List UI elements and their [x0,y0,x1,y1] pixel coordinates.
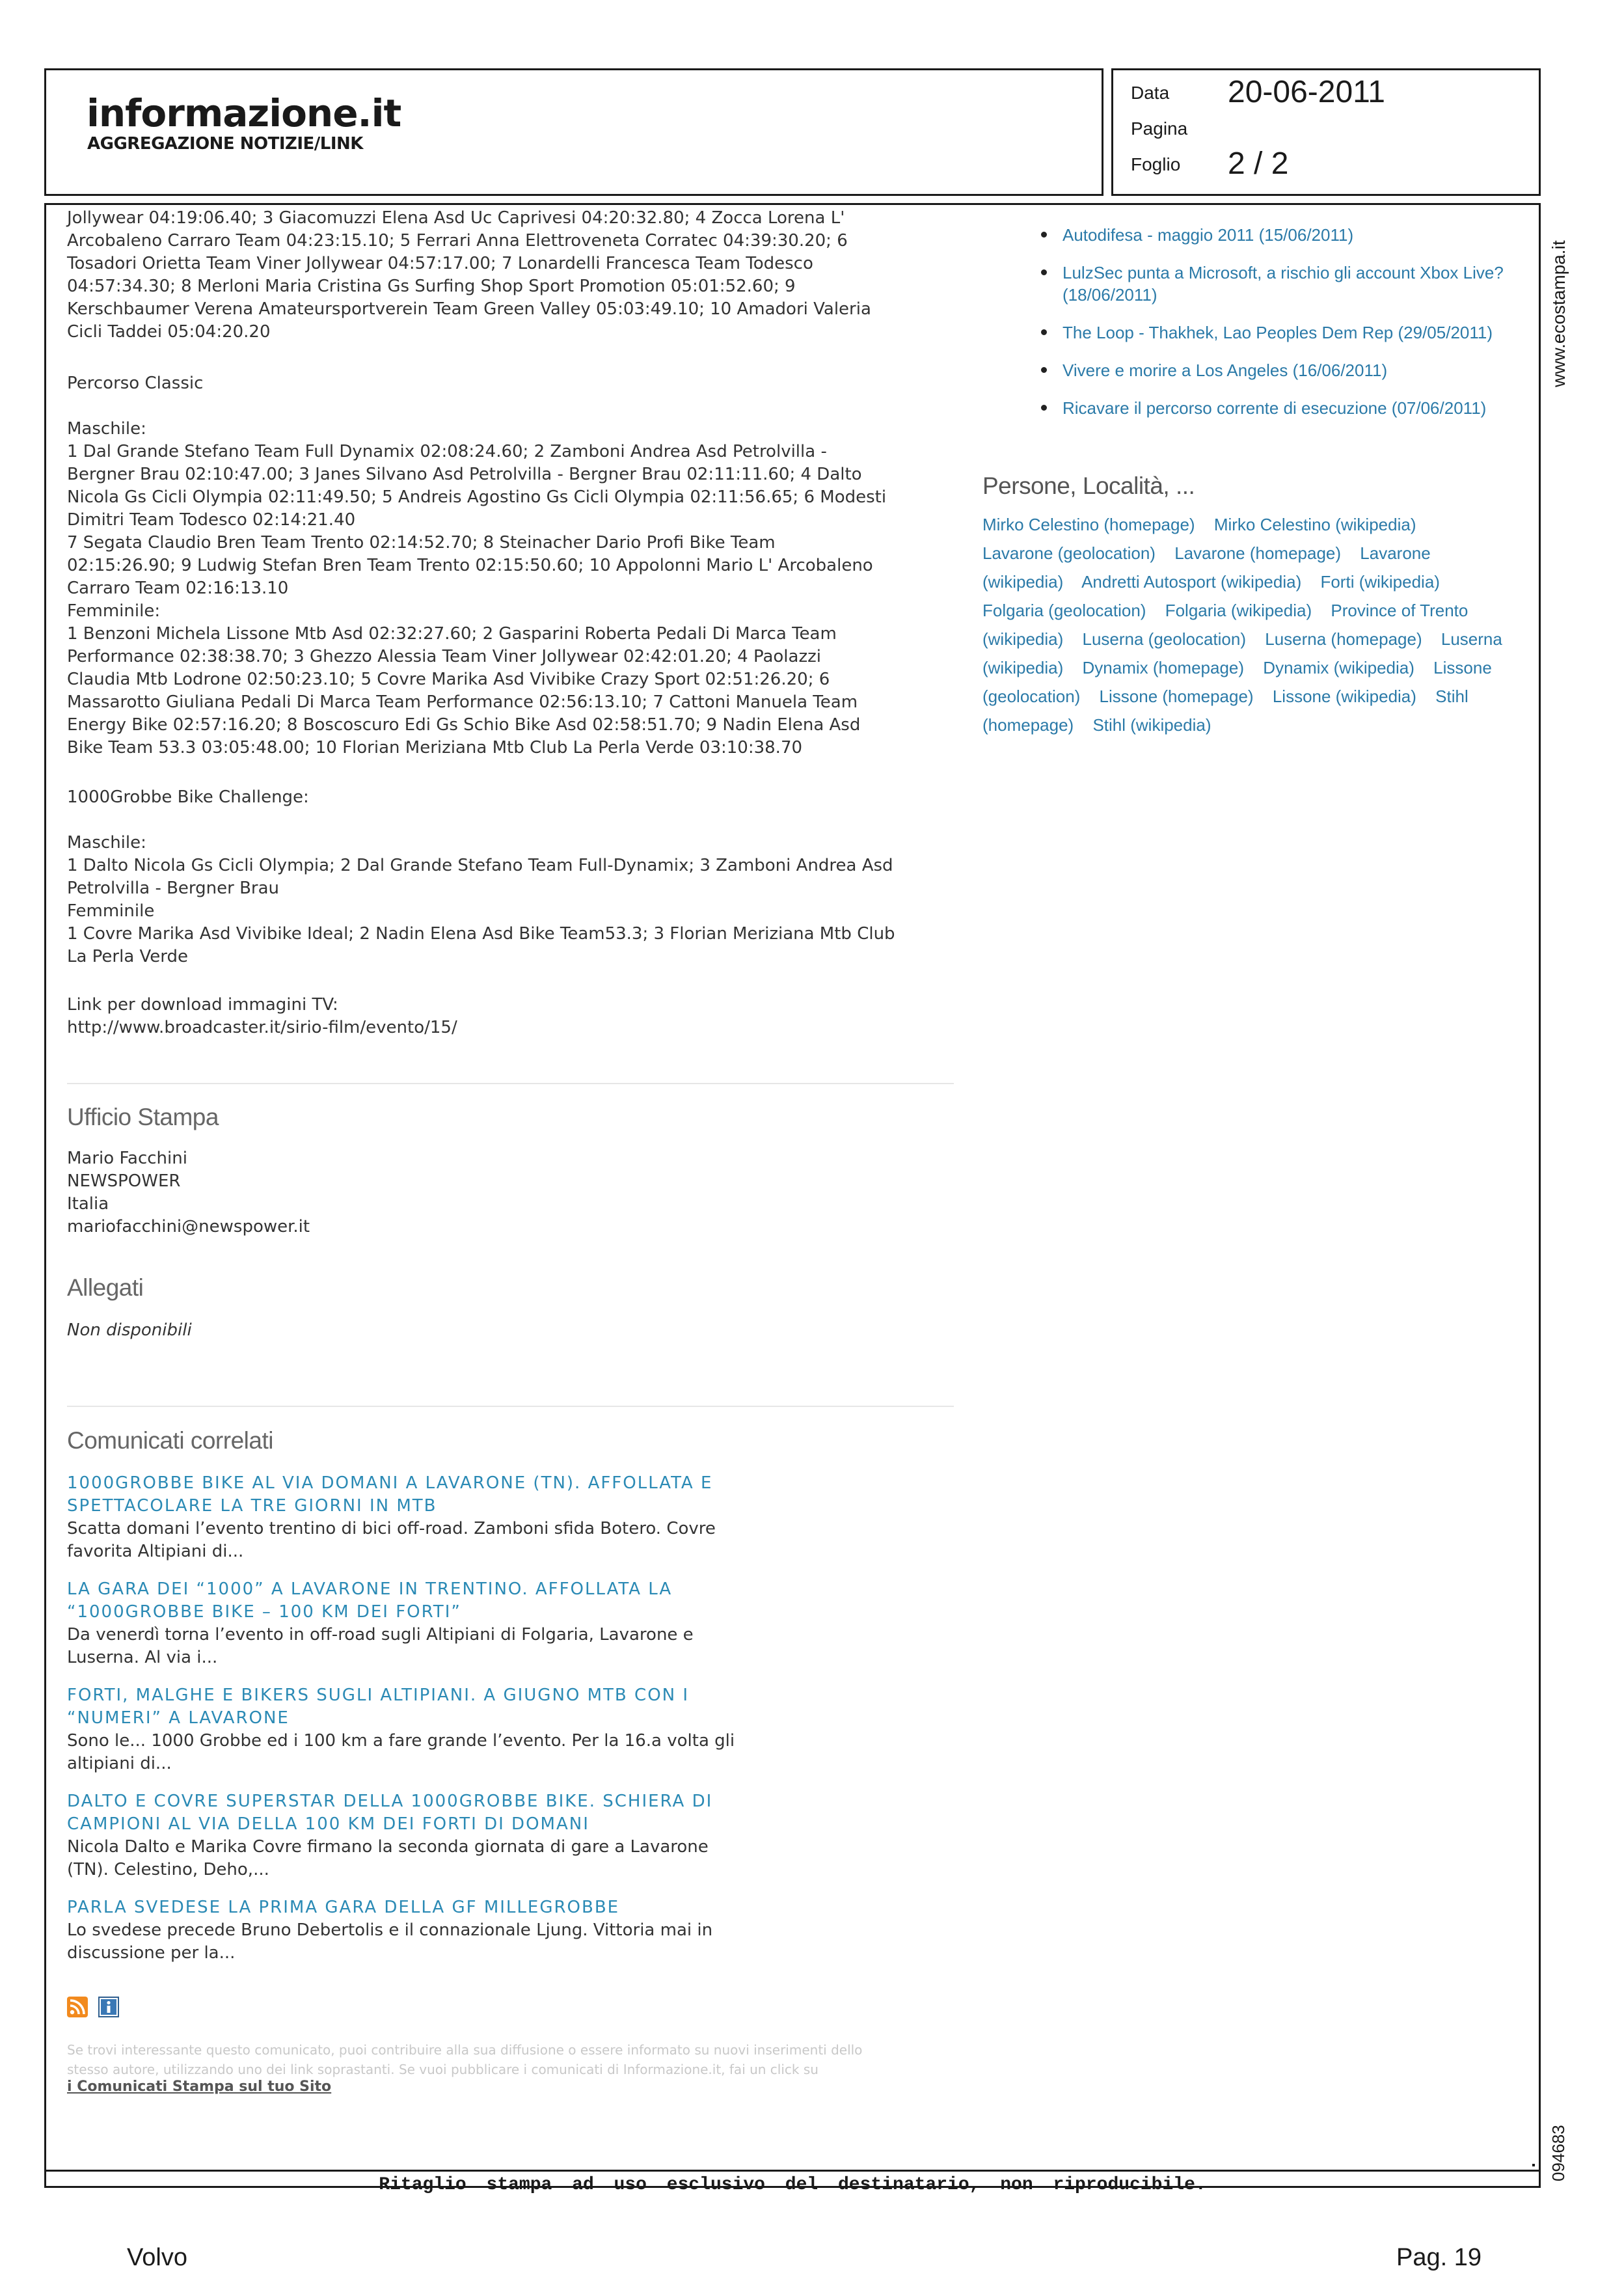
publish-link[interactable]: i Comunicati Stampa sul tuo Sito [67,2079,332,2095]
news-link[interactable]: Autodifesa - maggio 2011 (15/06/2011) [1062,225,1354,245]
bullet-icon [1041,269,1047,275]
related-title-link[interactable]: PARLA SVEDESE LA PRIMA GARA DELLA GF MILLEGROBBE [67,1898,620,1917]
news-link[interactable]: Ricavare il percorso corrente di esecuzione (07/06/2011) [1062,398,1487,418]
news-link[interactable]: The Loop - Thakhek, Lao Peoples Dem Rep (29/05/2011) [1062,323,1493,342]
tag-link[interactable]: Dynamix (wikipedia) [1263,658,1414,677]
tag-link[interactable]: Lavarone (homepage) [1174,543,1342,563]
divider [67,1083,954,1084]
news-link-item[interactable] [1062,262,1531,306]
related-desc: Scatta domani l’evento trentino di bici off-road. Zamboni sfida Botero. Covre favorita Altipiani di... [67,1519,716,1561]
frame-mark [1532,2164,1535,2166]
tag-link[interactable]: Folgaria (wikipedia) [1165,601,1312,620]
frame-bottom-rule [44,2170,1541,2172]
share-note: Se trovi interessante questo comunicato, puoi contribuire alla sua diffusione o essere informato su nuovi inserimenti dello stesso autore, utilizzando uno dei link soprastanti. Se vuoi pubblicare i comunicati di Informazione.it, fai un click su [67,2042,863,2077]
tag-link[interactable]: Lissone (geolocation) [982,658,1492,706]
data-label: Data [1131,83,1170,103]
bullet-icon [1041,232,1047,238]
news-link[interactable]: Vivere e morire a Los Angeles (16/06/2011) [1062,361,1388,380]
news-link-item[interactable] [1062,397,1531,419]
brand-subtitle: AGGREGAZIONE NOTIZIE/LINK [87,134,363,154]
tag-link[interactable]: Stihl (wikipedia) [1092,715,1211,735]
tag-link[interactable]: Mirko Celestino (wikipedia) [1213,515,1416,534]
rss-icon[interactable] [67,1997,88,2017]
tag-link[interactable]: Mirko Celestino (homepage) [982,515,1195,534]
tag-link[interactable]: Luserna (geolocation) [1082,629,1246,649]
related-item [67,1896,712,1965]
related-item [67,1578,694,1669]
ritaglio-disclaimer: Ritaglio stampa ad uso esclusivo del destinatario, non riproducibile. [379,2175,1206,2195]
challenge-results: Maschile: 1 Dalto Nicola Gs Cicli Olympia; 2 Dal Grande Stefano Team Full-Dynamix; 3 Zamboni Andrea Asd Petrolvilla - Bergner Brau Femminile 1 Covre Marika Asd Vivibike Ideal; 2 Nadin Elena Asd Bike Team53.3; 3 Florian Meriziana Mtb Club La Perla Verde [67,833,895,966]
related-item [67,1472,716,1563]
foglio-value: 2 / 2 [1228,146,1289,181]
related-desc: Nicola Dalto e Marika Covre firmano la seconda giornata di gare a Lavarone (TN). Celestino, Deho,... [67,1837,709,1879]
footer-client: Volvo [127,2244,187,2271]
tag-link[interactable]: Luserna (homepage) [1265,629,1422,649]
ecostampa-site: www.ecostampa.it [1549,240,1569,387]
related-desc: Da venerdì torna l’evento in off-road sugli Altipiani di Folgaria, Lavarone e Luserna. Al via i... [67,1625,694,1667]
results-intro: Jollywear 04:19:06.40; 3 Giacomuzzi Elena Asd Uc Caprivesi 04:20:32.80; 4 Zocca Lorena L' Arcobaleno Carraro Team 04:23:15.10; 5 Ferrari Anna Elettroveneta Corratec 04:39:30.20; 6 Tosadori Orietta Team Viner Jollywear 04:57:17.00; 7 Lonardelli Francesca Team Todesco 04:57:34.30; 8 Merloni Maria Cristina Gs Surfing Shop Sport Promotion 05:01:52.60; 9 Kerschbaumer Verena Amateursportverein Team Green Valley 05:03:49.10; 10 Amadori Valeria Cicli Taddei 05:04:20.20 [67,208,871,342]
related-item [67,1790,712,1881]
related-desc: Lo svedese precede Bruno Debertolis e il connazionale Ljung. Vittoria mai in discussione per la... [67,1920,713,1963]
news-link-item[interactable] [1062,359,1531,381]
news-link[interactable]: LulzSec punta a Microsoft, a rischio gli account Xbox Live? (18/06/2011) [1062,263,1504,305]
allegati-value: Non disponibili [67,1320,192,1340]
related-item [67,1684,735,1775]
tv-download-link[interactable]: Link per download immagini TV: http://www.broadcaster.it/sirio-film/evento/15/ [67,995,457,1037]
tag-link[interactable]: Forti (wikipedia) [1320,572,1440,592]
related-desc: Sono le... 1000 Grobbe ed i 100 km a fare grande l’evento. Per la 16.a volta gli altipiani di... [67,1731,735,1773]
bullet-icon [1041,405,1047,411]
tag-link[interactable]: Folgaria (geolocation) [982,601,1146,620]
tag-link[interactable]: Lissone (homepage) [1099,687,1254,706]
foglio-label: Foglio [1131,154,1181,174]
tag-link[interactable]: Luserna (wikipedia) [982,629,1502,677]
bullet-icon [1041,367,1047,373]
ufficio-contact: Mario Facchini NEWSPOWER Italia mariofacchini@newspower.it [67,1149,310,1236]
footer-page-number: Pag. 19 [1396,2244,1482,2271]
classic-results: Maschile: 1 Dal Grande Stefano Team Full Dynamix 02:08:24.60; 2 Zamboni Andrea Asd Petrolvilla - Bergner Brau 02:10:47.00; 3 Janes Silvano Asd Petrolvilla - Bergner Brau 02:11:11.60; 4 Dalto Nicola Gs Cicli Olympia 02:11:49.50; 5 Andreis Agostino Gs Cicli Olympia 02:11:56.65; 6 Modesti Dimitri Team Todesco 02:14:21.40 7 Segata Claudio Bren Team Trento 02:14:52.70; 8 Steinacher Dario Profi Bike Team 02:15:26.90; 9 Ludwig Stefan Bren Team Trento 02:15:50.60; 10 Appolonni Mario L' Arcobaleno Carraro Team 02:16:13.10 Femminile: 1 Benzoni Michela Lissone Mtb Asd 02:32:27.60; 2 Gasparini Roberta Pedali Di Marca Team Performance 02:38:38.70; 3 Ghezzo Alessia Team Viner Jollywear 02:42:01.20; 4 Paolazzi Claudia Mtb Lodrone 02:50:23.10; 5 Covre Marika Asd Vivibike Crazy Sport 02:51:26.20; 6 Massarotto Giuliana Pedali Di Marca Team Performance 02:56:13.10; 7 Cattoni Manuela Team Energy Bike 02:57:16.20; 8 Boscoscuro Edi Gs Schio Bike Asd 02:58:51.70; 9 Nadin Elena Asd Bike Team 53.3 03:05:48.00; 10 Florian Meriziana Mtb Club La Perla Verde 03:10:38.70 [67,419,887,757]
clipping-code: 094683 [1549,2125,1568,2181]
people-places-tags [982,510,1503,739]
ufficio-title: Ufficio Stampa [67,1104,219,1130]
related-title-link[interactable]: 1000GROBBE BIKE AL VIA DOMANI A LAVARONE (TN). AFFOLLATA E SPETTACOLARE LA TRE GIORNI IN MTB [67,1473,713,1516]
tag-link[interactable]: Lissone (wikipedia) [1272,687,1416,706]
data-value: 20-06-2011 [1228,75,1385,109]
brand-logo: informazione.it [87,91,401,135]
news-link-item[interactable] [1062,321,1531,344]
people-places-title: Persone, Località, ... [982,472,1195,499]
allegati-title: Allegati [67,1274,144,1301]
frame-top-rule [44,203,1541,205]
tag-link[interactable]: Andretti Autosport (wikipedia) [1081,572,1302,592]
news-link-item[interactable] [1062,224,1531,246]
classic-title: Percorso Classic [67,374,204,393]
divider [67,1406,954,1407]
related-title-link[interactable]: LA GARA DEI “1000” A LAVARONE IN TRENTINO. AFFOLLATA LA “1000GROBBE BIKE – 100 KM DEI FORTI” [67,1579,673,1622]
challenge-title: 1000Grobbe Bike Challenge: [67,787,309,807]
tag-link[interactable]: Province of Trento (wikipedia) [982,601,1468,649]
related-title-link[interactable]: FORTI, MALGHE E BIKERS SUGLI ALTIPIANI. A GIUGNO MTB CON I “NUMERI” A LAVARONE [67,1685,690,1728]
related-news-list [1062,224,1531,419]
tag-link[interactable]: Lavarone (wikipedia) [982,543,1431,592]
tag-link[interactable]: Lavarone (geolocation) [982,543,1156,563]
info-icon[interactable] [98,1997,119,2017]
tag-link[interactable]: Stihl (homepage) [982,687,1468,735]
related-title-link[interactable]: DALTO E COVRE SUPERSTAR DELLA 1000GROBBE BIKE. SCHIERA DI CAMPIONI AL VIA DELLA 100 KM DEI FORTI DI DOMANI [67,1792,713,1834]
pagina-label: Pagina [1131,118,1188,139]
bullet-icon [1041,329,1047,335]
tag-link[interactable]: Dynamix (homepage) [1082,658,1245,677]
correlati-title: Comunicati correlati [67,1427,273,1454]
